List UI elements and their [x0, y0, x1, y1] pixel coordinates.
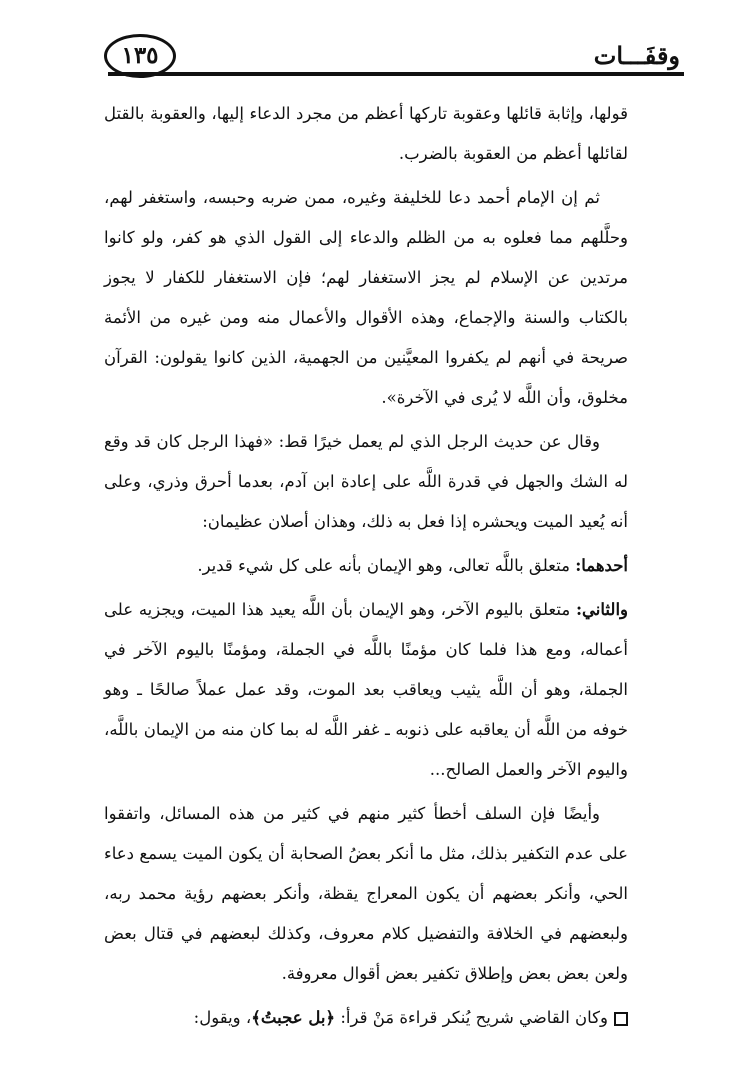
paragraph-5-lead: والثاني:: [575, 600, 628, 619]
quran-quote: ﴿بل عجبتُ﴾: [251, 1008, 336, 1027]
body-text: [104, 94, 628, 1038]
paragraph-3: [104, 422, 628, 542]
last-line-suffix: ، ويقول:: [193, 1008, 252, 1027]
paragraph-4-text: متعلق باللَّه تعالى، وهو الإيمان بأنه على كل شيء قدير.: [197, 556, 576, 575]
header-title: وقفَـــات: [593, 41, 680, 70]
header-rule: [108, 72, 684, 76]
page-number-badge: ١٣٥: [104, 34, 176, 78]
paragraph-3-text: وقال عن حديث الرجل الذي لم يعمل خيرًا قط: «فهذا الرجل كان قد وقع له الشك والجهل في قدرة اللَّه على إعادة ابن آدم، بعدما أحرق وذري، وعلى أنه يُعيد الميت ويحشره إذا فعل به ذلك، وهذان أصلان عظيمان:: [104, 432, 628, 531]
paragraph-6-text: وأيضًا فإن السلف أخطأ كثير منهم في كثير من هذه المسائل، واتفقوا على عدم التكفير بذلك، مثل ما أنكر بعضُ الصحابة أن يكون الميت يسمع دعاء الحي، وأنكر بعضهم أن يكون المعراج يقظة، وأنكر بعضهم رؤية محمد ربه، ولبعضهم في الخلافة والتفضيل كلام معروف، وكذلك لبعضهم في قتال بعض ولعن بعض بعض وإطلاق تكفير بعض أقوال معروفة.: [104, 804, 628, 983]
paragraph-1: [104, 94, 628, 174]
paragraph-6: [104, 794, 628, 994]
last-line-prefix: وكان القاضي شريح يُنكر قراءة مَنْ قرأ:: [335, 1008, 608, 1027]
paragraph-5-text: متعلق باليوم الآخر، وهو الإيمان بأن اللَّه يعيد هذا الميت، ويجزيه على أعماله، ومع هذا فلما كان مؤمنًا باللَّه في الجملة، ومؤمنًا باليوم الآخر في الجملة، وهو أن اللَّه يثيب ويعاقب بعد الموت، وقد عمل عملاً صالحًا ـ وهو خوفه من اللَّه أن يعاقبه على ذنوبه ـ غفر اللَّه له بما كان منه من الإيمان باللَّه، واليوم الآخر والعمل الصالح...: [104, 600, 628, 779]
square-bullet-icon: [614, 1012, 628, 1026]
paragraph-5: [104, 590, 628, 790]
paragraph-7: [104, 998, 628, 1038]
paragraph-1-text: قولها، وإثابة قائلها وعقوبة تاركها أعظم من مجرد الدعاء إليها، والعقوبة بالقتل لقائلها أعظم من العقوبة بالضرب.: [104, 104, 628, 163]
paragraph-2-text: ثم إن الإمام أحمد دعا للخليفة وغيره، ممن ضربه وحبسه، واستغفر لهم، وحلَّلهم مما فعلوه به من الظلم والدعاء إلى القول الذي هو كفر، ولو كانوا مرتدين عن الإسلام لم يجز الاستغفار لهم؛ فإن الاستغفار للكفار لا يجوز بالكتاب والسنة والإجماع، وهذه الأقوال والأعمال منه ومن غيره من الأئمة صريحة في أنهم لم يكفروا المعيَّنين من الجهمية، الذين كانوا يقولون: القرآن مخلوق، وأن اللَّه لا يُرى في الآخرة».: [104, 188, 628, 407]
paragraph-2: [104, 178, 628, 418]
paragraph-4-lead: أحدهما:: [575, 556, 628, 575]
paragraph-4: [104, 546, 628, 586]
